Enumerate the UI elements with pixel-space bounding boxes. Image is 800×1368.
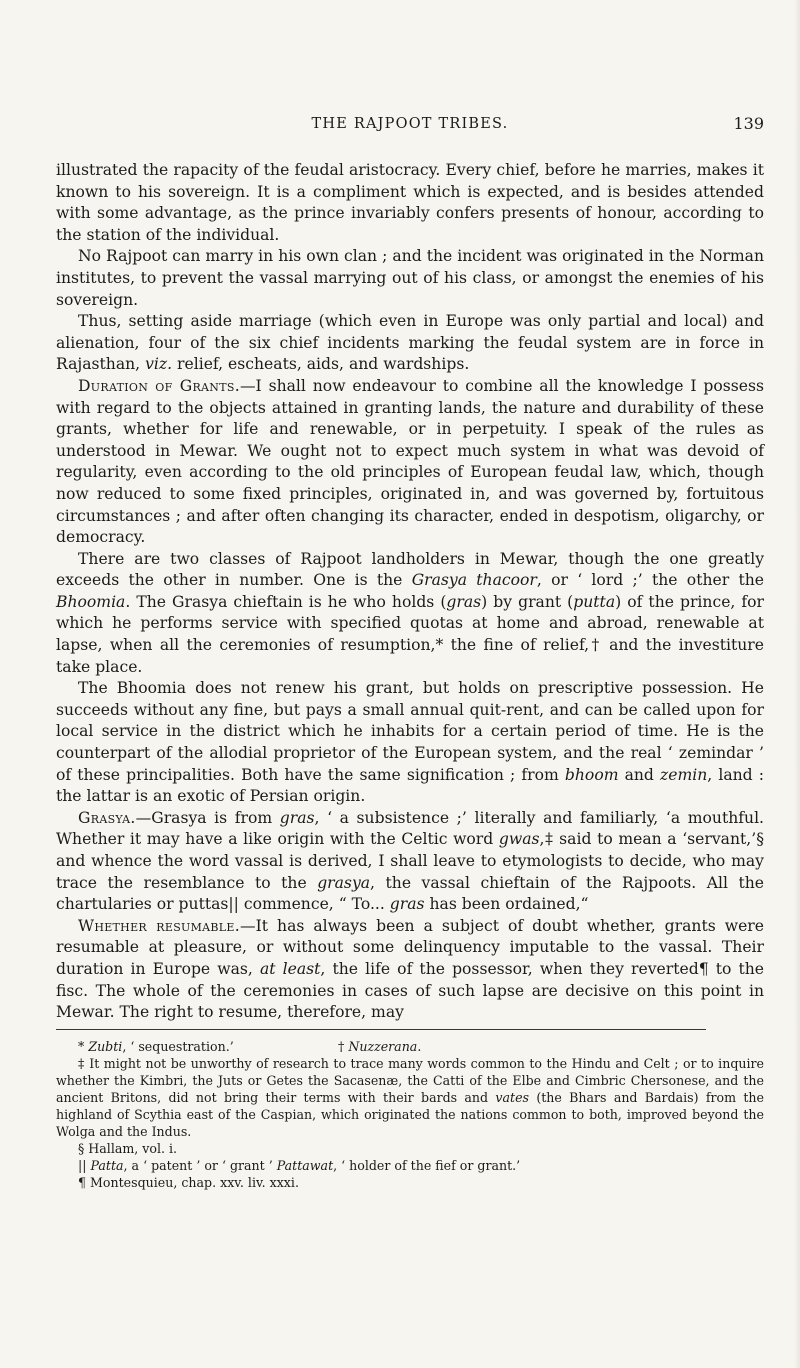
paragraph <box>56 678 764 808</box>
footnote-zubti <box>56 1038 316 1055</box>
footnote-text: ¶ Montesquieu, chap. xxv. liv. xxxi. <box>78 1175 299 1190</box>
page-number: 139 <box>733 114 764 133</box>
section-heading: Whether resumable. <box>78 916 240 935</box>
paragraph-text: relief, escheats, aids, and wardships. <box>172 355 470 374</box>
footnote-mark: * <box>78 1039 89 1054</box>
page-edge-shadow <box>794 0 800 1368</box>
paragraph-text: . The Grasya chieftain is he who holds ( <box>125 592 447 611</box>
paragraph-text: illustrated the rapacity of the feudal aristocracy. Every chief, before he marries, makes it known to his sovereign. It is a compliment which is expected, and is besides attended with some advantage, as the prince invariably confers presents of honour, according to the station of the individual. <box>56 161 764 244</box>
running-title: THE RAJPOOT TRIBES. <box>311 116 509 132</box>
italic-term: grasya <box>317 873 371 892</box>
footnote-text: § Hallam, vol. i. <box>78 1141 178 1156</box>
italic-term: gras <box>279 808 315 827</box>
italic-term: viz. <box>145 355 173 374</box>
paragraph-text: Thus, setting aside marriage (which even in Europe was only partial and local) and alienation, four of the six chief incidents marking the feudal system are in force in Rajasthan, <box>56 312 764 374</box>
body-text <box>56 160 764 1024</box>
book-page <box>56 80 765 1190</box>
paragraph-text: , or ‘ lord ;’ the other the <box>536 571 764 590</box>
paragraph-text: and <box>618 765 661 784</box>
paragraph-text: ) by grant ( <box>481 592 574 611</box>
paragraph <box>56 549 764 679</box>
italic-term: Nuzzerana <box>348 1039 418 1054</box>
italic-term: Pattawat <box>276 1158 334 1173</box>
paragraph-text: , the life of the possessor, when they reverted¶ to the fisc. The whole of the ceremonies in cases of such lapse are decisive on this point in Mewar. The right to resume, therefore, may <box>56 959 765 1022</box>
section-heading: Grasya. <box>78 808 136 827</box>
footnotes <box>56 1038 764 1191</box>
paragraph-text: , land : the lattar is an exotic of Persian origin. <box>56 765 764 806</box>
paragraph-text: —It has always been a subject of doubt whether, grants were resumable at pleasure, or without some delinquency imputable to the vassal. Their duration in Europe was, <box>56 916 764 978</box>
footnote-text: , a ‘ patent ’ or ‘ grant ’ <box>123 1158 277 1173</box>
italic-term: Grasya thacoor <box>411 571 537 590</box>
footnote-divider <box>56 1029 706 1030</box>
italic-term: Bhoomia <box>56 592 126 611</box>
paragraph-text: ) of the prince, for which he performs service with specified quotas at home and abroad, renewable at lapse, when all the ceremonies of resumption,* the fine of relief,† and the investiture take place. <box>56 592 765 676</box>
paragraph-text: —I shall now endeavour to combine all the knowledge I possess with regard to the objects attained in granting lands, the nature and durability of these grants, whether for life and renewable, or in perpetuity. I speak of the rules as understood in Mewar. We ought not to expect much system in what was devoid of regularity, even according to the old principles of European feudal law, which, though now reduced to some fixed principles, originated in, and was governed by, fortuitous circumstances ; and after often changing its character, ended in despotism, oligarchy, or democracy. <box>56 376 764 547</box>
italic-term: gras <box>389 895 425 914</box>
italic-term: at least <box>259 959 321 978</box>
footnote <box>56 1174 764 1191</box>
italic-term: gwas <box>498 830 540 849</box>
footnote-mark: † <box>338 1039 349 1054</box>
paragraph <box>56 916 764 1024</box>
paragraph <box>56 808 764 916</box>
paragraph-text: , the vassal chieftain of the Rajpoots. All the chartularies or puttas|| commence, “ To... <box>56 873 765 914</box>
italic-term: gras <box>446 592 482 611</box>
italic-term: putta <box>573 592 616 611</box>
paragraph <box>56 376 764 549</box>
section-heading: Duration of Grants. <box>78 376 240 395</box>
italic-term: Patta <box>90 1158 124 1173</box>
paragraph <box>56 311 764 376</box>
footnote-text: ‡ It might not be unworthy of research to trace many words common to the Hindu and Celt ; or to inquire whether the Kimbri, the Juts or Getes the Sacasenæ, the Catti of the Elbe and Cimbric Chersonese, and the ancient Britons, did not bring their terms with their bards and <box>56 1056 764 1105</box>
paragraph-text: No Rajpoot can marry in his own clan ; and the incident was originated in the Norman institutes, to prevent the vassal marrying out of his class, or amongst the enemies of his sovereign. <box>56 247 764 309</box>
footnote-text: , ‘ holder of the fief or grant.’ <box>333 1158 521 1173</box>
footnote <box>56 1055 764 1140</box>
footnote-mark: || <box>78 1158 91 1173</box>
paragraph-text: There are two classes of Rajpoot landholders in Mewar, though the one greatly exceeds the other in number. One is the <box>56 549 764 590</box>
paragraph-text: —Grasya is from <box>135 808 280 827</box>
italic-term: vates <box>495 1090 530 1105</box>
footnote-nuzzerana <box>316 1038 421 1055</box>
paragraph-text: ,‡ said to mean a ‘servant,’§ and whence the word vassal is derived, I shall leave to etymologists to decide, who may trace the resemblance to the <box>56 830 764 892</box>
running-head <box>56 80 764 133</box>
footnote <box>56 1038 764 1055</box>
paragraph-text: The Bhoomia does not renew his grant, but holds on prescriptive possession. He succeeds without any fine, but pays a small annual quit-rent, and can be called upon for local service in the district which he inhabits for a certain period of time. He is the counterpart of the allodial proprietor of the European system, and the real ‘ zemindar ’ of these principalities. Both have the same signification ; from <box>56 679 764 784</box>
paragraph-text: has been ordained,“ <box>424 895 589 914</box>
footnote-text: , ‘ sequestration.’ <box>122 1039 234 1054</box>
italic-term: Zubti <box>88 1039 123 1054</box>
paragraph <box>56 160 764 246</box>
footnote <box>56 1157 764 1174</box>
footnote <box>56 1140 764 1157</box>
footnote-text: . <box>417 1039 422 1054</box>
paragraph <box>56 246 764 311</box>
italic-term: bhoom <box>564 765 619 784</box>
paragraph-text: , ‘ a subsistence ;’ literally and familiarly, ‘a mouthful. Whether it may have a like origin with the Celtic word <box>56 808 765 849</box>
footnote-text: (the Bhars and Bardais) from the highland of Scythia east of the Caspian, which originated the nations common to both, improved beyond the Wolga and the Indus. <box>56 1090 764 1139</box>
italic-term: zemin <box>660 765 708 784</box>
